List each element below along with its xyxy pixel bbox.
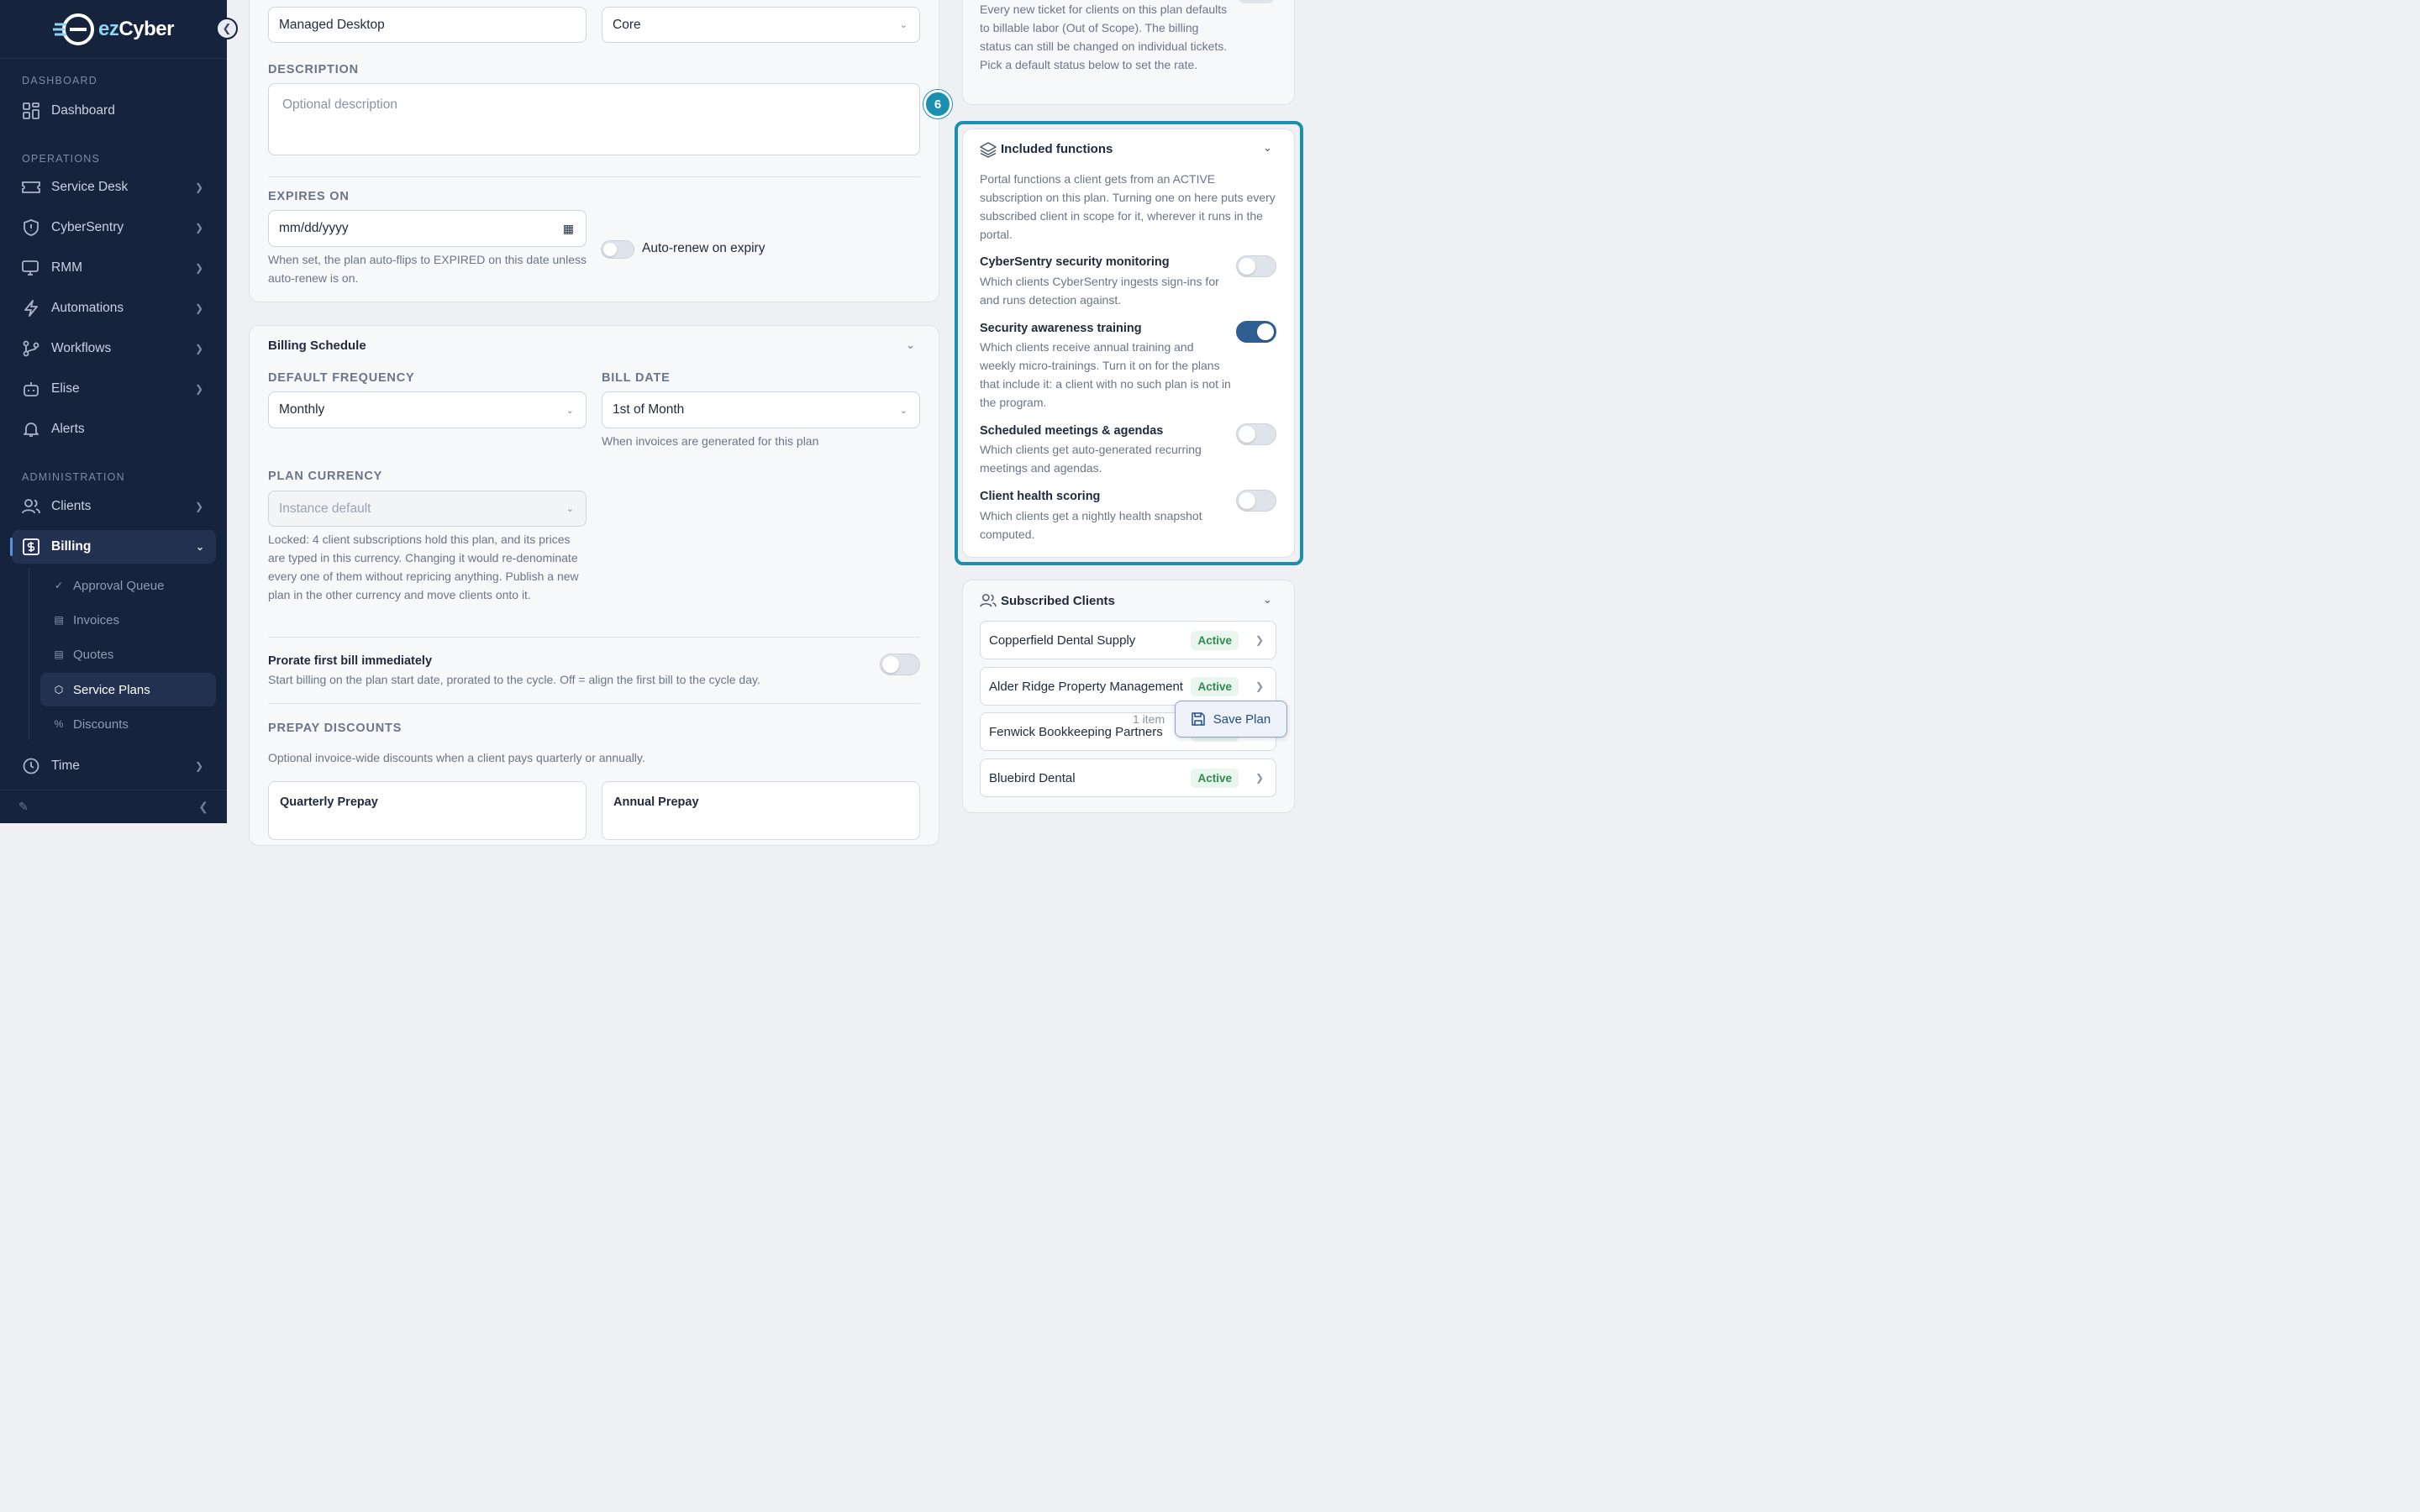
- chevron-down-icon[interactable]: ⌄: [906, 339, 915, 351]
- grid-icon: [22, 102, 40, 120]
- chevron-right-icon: ❯: [194, 343, 203, 354]
- sidebar-item-label: Workflows: [51, 341, 112, 355]
- auto-renew-toggle[interactable]: [601, 240, 634, 259]
- sidebar-subitem-label: Invoices: [73, 612, 120, 627]
- divider: [268, 703, 920, 704]
- sidebar-item-label: CyberSentry: [51, 220, 124, 234]
- section-label-administration: ADMINISTRATION: [22, 471, 125, 483]
- sidebar-subitem-approval-queue[interactable]: [40, 569, 216, 602]
- plan-currency-value: Instance default: [279, 501, 371, 516]
- function-title-meetings: Scheduled meetings & agendas: [980, 424, 1164, 438]
- bot-icon: [22, 380, 40, 398]
- function-desc-health-scoring: Which clients get a nightly health snapshot computed.: [980, 509, 1202, 541]
- client-row[interactable]: [980, 621, 1276, 659]
- chevron-right-icon: ❯: [194, 760, 203, 772]
- sidebar-item-elise[interactable]: [0, 372, 227, 406]
- chevron-right-icon: ❯: [194, 383, 203, 395]
- sidebar-subitem-quotes[interactable]: [40, 638, 216, 671]
- lightning-icon: [22, 299, 40, 318]
- status-badge: Active: [1191, 631, 1239, 650]
- chevron-down-icon[interactable]: ⌄: [1263, 141, 1272, 154]
- default-frequency-value: Monthly: [279, 402, 325, 417]
- expires-on-date-input[interactable]: [268, 210, 587, 247]
- section-label-dashboard: DASHBOARD: [22, 75, 97, 87]
- client-name: Copperfield Dental Supply: [989, 633, 1136, 648]
- sidebar-item-label: Time: [51, 759, 80, 773]
- sidebar-item-workflows[interactable]: [0, 332, 227, 365]
- sidebar-item-alerts[interactable]: [0, 412, 227, 446]
- plan-tier-select[interactable]: [602, 7, 920, 43]
- logo-prefix: ez: [98, 17, 119, 40]
- pencil-icon[interactable]: ✎: [18, 800, 29, 813]
- included-functions-title: Included functions: [1001, 142, 1113, 156]
- sidebar-footer: [0, 790, 227, 823]
- users-icon: [22, 497, 40, 516]
- git-branch-icon: [22, 339, 40, 358]
- expires-on-label: EXPIRES ON: [268, 190, 350, 203]
- invoice-icon: ▤: [54, 614, 64, 626]
- sidebar-item-automations[interactable]: [0, 291, 227, 325]
- function-toggle-health-scoring[interactable]: [1236, 490, 1276, 512]
- billing-schedule-title: Billing Schedule: [268, 339, 366, 353]
- function-desc-cybersentry: Which clients CyberSentry ingests sign-ins for and runs detection against.: [980, 275, 1219, 307]
- chevron-right-icon: ❯: [194, 501, 203, 512]
- chevron-left-icon[interactable]: ❮: [198, 800, 208, 813]
- calendar-icon[interactable]: ▦: [562, 221, 574, 235]
- step-badge: 6: [923, 90, 952, 118]
- client-name: Bluebird Dental: [989, 770, 1076, 785]
- users-icon: [980, 593, 997, 611]
- sidebar-item-billing[interactable]: [12, 530, 216, 564]
- sidebar-item-label: Alerts: [51, 422, 85, 436]
- expires-on-value: mm/dd/yyyy: [279, 221, 349, 235]
- sidebar-subitem-discounts[interactable]: [40, 707, 216, 741]
- brand-header: [0, 0, 232, 59]
- function-toggle-awareness-training[interactable]: [1236, 321, 1276, 343]
- subscribed-clients-title: Subscribed Clients: [1001, 594, 1115, 608]
- function-title-awareness-training: Security awareness training: [980, 322, 1142, 335]
- ticket-icon: [22, 178, 40, 197]
- chevron-right-icon: ❯: [194, 302, 203, 314]
- sidebar-item-label: Service Desk: [51, 180, 129, 194]
- sidebar-item-service-desk[interactable]: [0, 171, 227, 204]
- sidebar-item-label: Elise: [51, 381, 80, 396]
- function-title-cybersentry: CyberSentry security monitoring: [980, 255, 1170, 269]
- sidebar-item-rmm[interactable]: [0, 251, 227, 285]
- prorate-title: Prorate first bill immediately: [268, 654, 433, 668]
- chevron-left-icon: ❮: [222, 22, 232, 34]
- plan-currency-select: [268, 491, 587, 527]
- sidebar: [0, 0, 232, 823]
- annual-prepay-box: [602, 781, 920, 840]
- sidebar-subitem-label: Approval Queue: [73, 578, 165, 593]
- collapse-sidebar-button[interactable]: [216, 18, 238, 39]
- default-frequency-label: DEFAULT FREQUENCY: [268, 371, 415, 385]
- ezcyber-logo[interactable]: [53, 13, 174, 46]
- chevron-down-icon: ⌄: [899, 405, 908, 416]
- sidebar-item-label: Dashboard: [51, 103, 115, 118]
- bill-date-label: BILL DATE: [602, 371, 671, 385]
- chevron-right-icon: ❯: [194, 262, 203, 274]
- sidebar-item-label: RMM: [51, 260, 83, 275]
- check-circle-icon: ✓: [54, 580, 64, 591]
- chevron-down-icon: ⌄: [566, 504, 574, 514]
- logo-suffix: Cyber: [118, 17, 174, 40]
- layers-icon: [980, 141, 997, 160]
- bill-date-hint: When invoices are generated for this plan: [602, 434, 819, 448]
- shield-icon: [22, 218, 40, 237]
- sidebar-item-label: Billing: [51, 539, 92, 554]
- quarterly-prepay-box: [268, 781, 587, 840]
- status-badge: Active: [1191, 769, 1239, 788]
- function-toggle-cybersentry[interactable]: [1236, 255, 1276, 277]
- sidebar-item-cybersentry[interactable]: [0, 211, 227, 244]
- chevron-right-icon: ❯: [194, 222, 203, 234]
- prorate-toggle[interactable]: [880, 654, 920, 675]
- sidebar-subitem-label: Quotes: [73, 647, 114, 662]
- default-frequency-select[interactable]: [268, 391, 587, 428]
- item-count: 1 item: [1133, 712, 1165, 726]
- client-name: Alder Ridge Property Management: [989, 679, 1183, 694]
- save-plan-label: Save Plan: [1213, 711, 1271, 727]
- expires-on-hint: When set, the plan auto-flips to EXPIRED on this date unless auto-renew is on.: [268, 253, 587, 285]
- dollar-receipt-icon: [22, 538, 40, 556]
- monitor-icon: [22, 259, 40, 277]
- client-name: Fenwick Bookkeeping Partners: [989, 724, 1163, 739]
- chevron-right-icon: ❯: [1255, 680, 1264, 692]
- quarterly-prepay-label: Quarterly Prepay: [280, 795, 378, 809]
- billable-toggle[interactable]: [1237, 0, 1276, 3]
- sidebar-subitem-invoices[interactable]: [40, 603, 216, 637]
- status-badge: Active: [1191, 677, 1239, 696]
- clock-icon: [22, 757, 40, 775]
- sidebar-item-time[interactable]: [0, 749, 227, 783]
- chevron-right-icon: ❯: [1255, 772, 1264, 784]
- function-desc-meetings: Which clients get auto-generated recurring meetings and agendas.: [980, 443, 1202, 475]
- bill-date-value: 1st of Month: [613, 402, 685, 417]
- sidebar-item-label: Automations: [51, 301, 124, 315]
- plan-tier-value: Core: [613, 17, 641, 32]
- chevron-down-icon: ⌄: [195, 541, 204, 553]
- annual-prepay-label: Annual Prepay: [613, 795, 699, 809]
- included-functions-intro: Portal functions a client gets from an ACTIVE subscription on this plan. Turning one on here puts every subscribed client in scope for it, wherever it runs in the portal.: [980, 172, 1276, 241]
- sidebar-subitem-label: Service Plans: [73, 682, 150, 697]
- bell-icon: [22, 420, 40, 438]
- percent-icon: %: [54, 718, 64, 730]
- section-label-operations: OPERATIONS: [22, 153, 101, 165]
- sidebar-item-clients[interactable]: [0, 490, 227, 523]
- plan-currency-hint: Locked: 4 client subscriptions hold this plan, and its prices are typed in this currency. Changing it would re-denominate every one of them without repricing anything. Publish a new plan in the other currency and move clients onto it.: [268, 533, 579, 601]
- prepay-discounts-hint: Optional invoice-wide discounts when a client pays quarterly or annually.: [268, 751, 645, 764]
- function-title-health-scoring: Client health scoring: [980, 490, 1101, 503]
- description-textarea[interactable]: Optional description: [268, 83, 920, 155]
- chevron-down-icon[interactable]: ⌄: [1263, 593, 1272, 606]
- chevron-right-icon: ❯: [1255, 634, 1264, 646]
- description-label: DESCRIPTION: [268, 63, 359, 76]
- plan-currency-label: PLAN CURRENCY: [268, 470, 383, 483]
- prepay-discounts-label: PREPAY DISCOUNTS: [268, 722, 402, 735]
- function-desc-awareness-training: Which clients receive annual training and weekly micro-trainings. Turn it on for the plans that include it: a client with no such plan is not in the program.: [980, 340, 1231, 409]
- sidebar-item-label: Clients: [51, 499, 92, 513]
- sidebar-item-dashboard[interactable]: [0, 94, 227, 128]
- package-icon: ⬡: [54, 684, 64, 696]
- chevron-right-icon: ❯: [194, 181, 203, 193]
- billable-note: Every new ticket for clients on this plan defaults to billable labor (Out of Scope). The billing status can still be changed on individual tickets. Pick a default status below to set the rate.: [980, 3, 1228, 71]
- save-plan-button[interactable]: [1175, 701, 1287, 738]
- divider: [268, 637, 920, 638]
- auto-renew-label: Auto-renew on expiry: [642, 241, 765, 255]
- save-icon: [1192, 712, 1205, 726]
- prorate-hint: Start billing on the plan start date, prorated to the cycle. Off = align the first bill to the cycle day.: [268, 673, 760, 686]
- sidebar-subitem-label: Discounts: [73, 717, 129, 732]
- chevron-down-icon: ⌄: [566, 405, 574, 416]
- sidebar-subitem-service-plans[interactable]: [40, 673, 216, 706]
- ezcyber-logo-mark: [53, 13, 95, 46]
- document-icon: ▤: [54, 648, 64, 660]
- plan-name-input[interactable]: Managed Desktop: [268, 7, 587, 43]
- client-row[interactable]: [980, 759, 1276, 797]
- logo-wordmark: [98, 18, 174, 41]
- bill-date-select[interactable]: [602, 391, 920, 428]
- chevron-down-icon: ⌄: [899, 20, 908, 30]
- function-toggle-meetings[interactable]: [1236, 423, 1276, 445]
- divider: [268, 176, 920, 177]
